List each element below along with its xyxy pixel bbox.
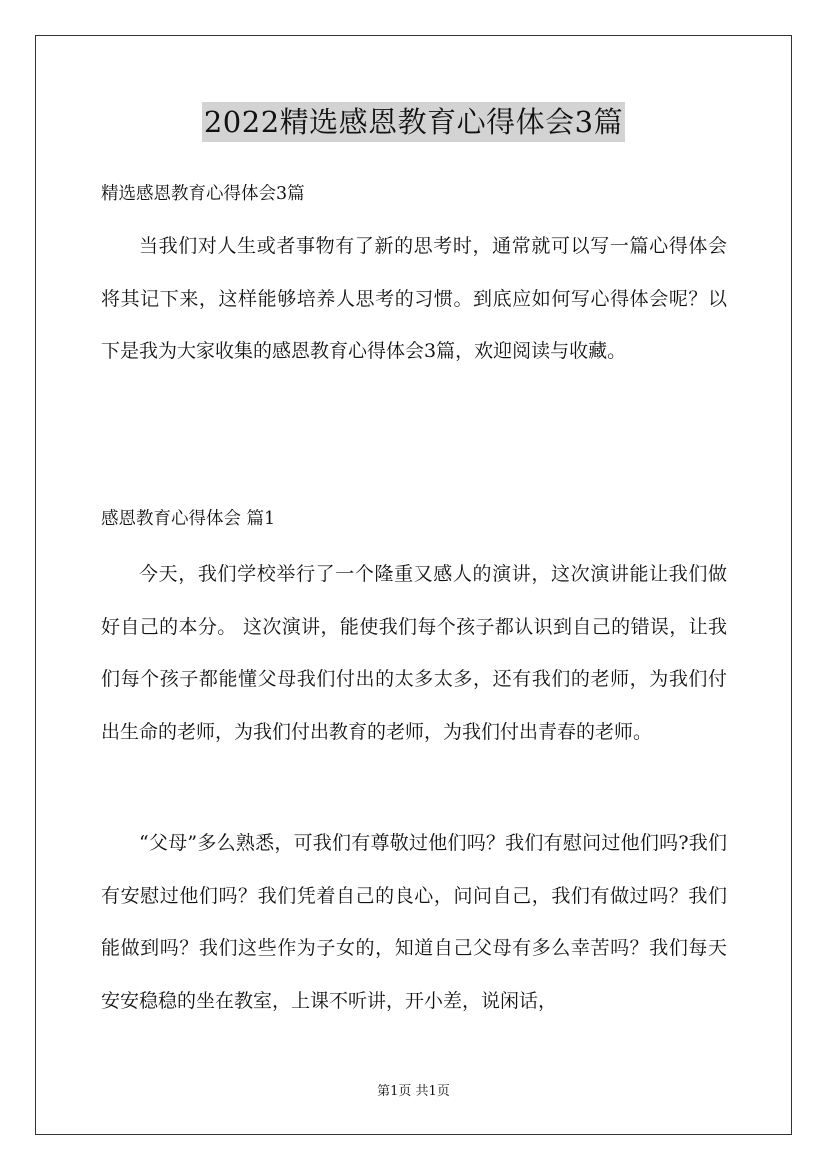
body-paragraph-2: “父母”多么熟悉，可我们有尊敬过他们吗？我们有慰问过他们吗?我们有安慰过他们吗？我们凭着自己的良心，问问自己，我们有做过吗？我们能做到吗？我们这些作为子女的，知道自己父母有多么幸苦吗？我们每天安安稳稳的坐在教室，上课不听讲，开小差，说闲话，: [101, 832, 727, 1012]
document-subtitle: 精选感恩教育心得体会3篇: [101, 184, 305, 204]
section-heading: 感恩教育心得体会 篇1: [101, 509, 276, 529]
intro-paragraph: 当我们对人生或者事物有了新的思考时，通常就可以写一篇心得体会将其记下来，这样能够培养人思考的习惯。到底应如何写心得体会呢？以下是我为大家收集的感恩教育心得体会3篇，欢迎阅读与收藏。: [101, 235, 727, 362]
title-block: [0, 102, 827, 142]
body-paragraph-1: 今天，我们学校举行了一个隆重又感人的演讲，这次演讲能让我们做好自己的本分。 这次演讲，能使我们每个孩子都认识到自己的错误，让我们每个孩子都能懂父母我们付出的太多太多，还有我们的老师，为我们付出生命的老师，为我们付出教育的老师，为我们付出青春的老师。: [101, 563, 727, 743]
page-footer: 第1页 共1页: [377, 1084, 450, 1099]
document-title: 2022精选感恩教育心得体会3篇: [202, 102, 625, 142]
